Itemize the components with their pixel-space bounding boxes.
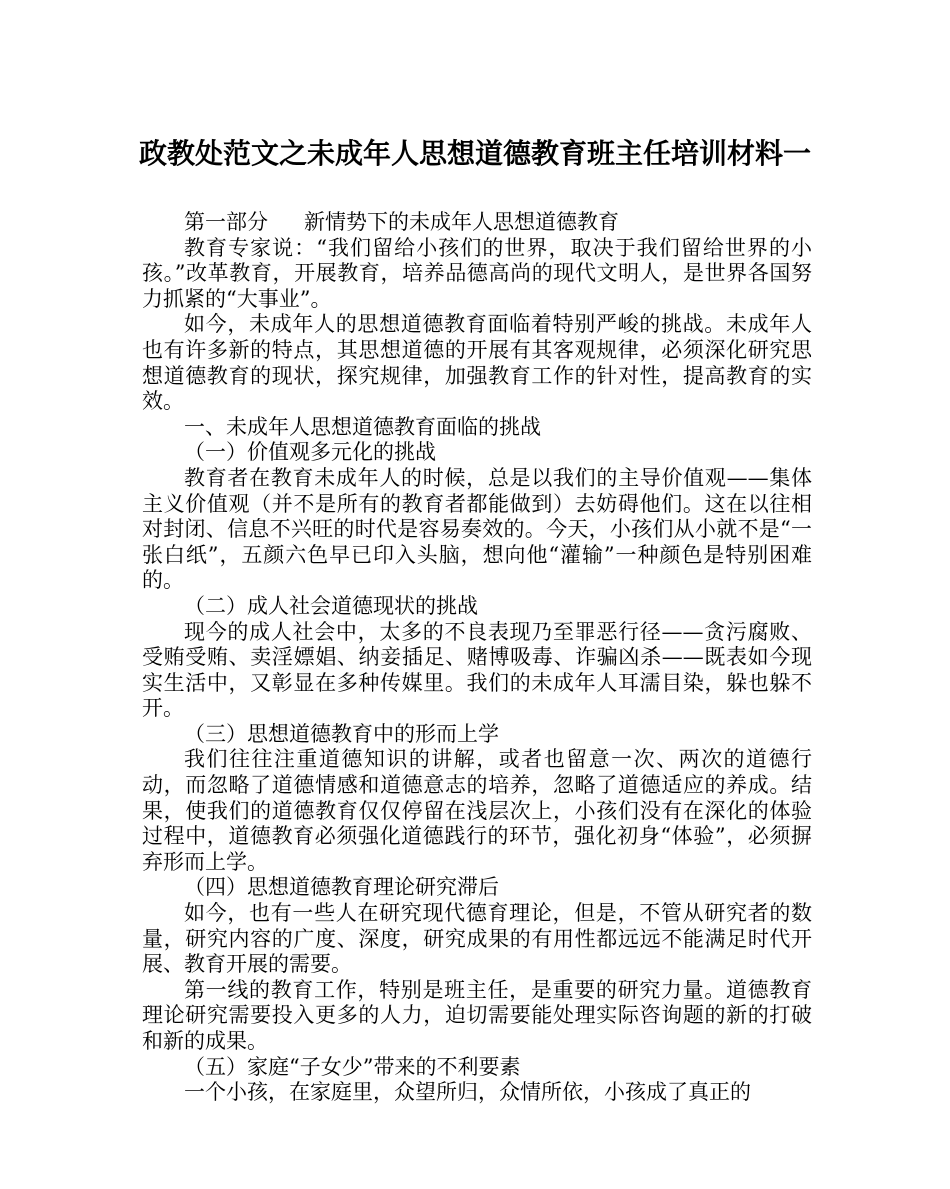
subsection-heading: （五）家庭“子女少”带来的不利要素: [184, 1054, 521, 1079]
paragraph: 如今，未成年人的思想道德教育面临着特别严峻的挑战。未成年人也有许多新的特点，其思想道德的开展有其客观规律，必须深化研究思想道德教育的现状，探究规律，加强教育工作的针对性，提高教育的实效。: [142, 312, 812, 414]
paragraph: 我们往往注重道德知识的讲解，或者也留意一次、两次的道德行动，而忽略了道德情感和道德意志的培养，忽略了道德适应的养成。结果，使我们的道德教育仅仅停留在浅层次上，小孩们没有在深化的体验过程中，道德教育必须强化道德践行的环节，强化初身“体验”，必须摒弃形而上学。: [142, 747, 812, 874]
paragraph: 第一线的教育工作，特别是班主任，是重要的研究力量。道德教育理论研究需要投入更多的人力，迫切需要能处理实际咨询题的新的打破和新的成果。: [142, 977, 812, 1053]
paragraph: 教育专家说：“我们留给小孩们的世界，取决于我们留给世界的小孩。”改革教育，开展教育，培养品德高尚的现代文明人，是世界各国努力抓紧的“大事业”。: [142, 235, 812, 311]
subsection-heading: （四）思想道德教育理论研究滞后: [184, 875, 499, 900]
subsection-heading: （二）成人社会道德现状的挑战: [184, 593, 478, 618]
paragraph: 一个小孩，在家庭里，众望所归，众情所依，小孩成了真正的: [184, 1080, 751, 1105]
section-heading: 一、未成年人思想道德教育面临的挑战: [184, 414, 541, 439]
subsection-heading: （一）价值观多元化的挑战: [184, 440, 436, 465]
paragraph: 现今的成人社会中，太多的不良表现乃至罪恶行径——贪污腐败、受贿受贿、卖淫嫖娼、纳妾插足、赌博吸毒、诈骗凶杀——既表如今现实生活中，又彰显在多种传媒里。我们的未成年人耳濡目染，躲也躲不开。: [142, 619, 812, 721]
part-title: 新情势下的未成年人思想道德教育: [304, 210, 619, 234]
part-heading: [142, 210, 812, 236]
paragraph: 如今，也有一些人在研究现代德育理论，但是，不管从研究者的数量，研究内容的广度、深度，研究成果的有用性都远远不能满足时代开展、教育开展的需要。: [142, 901, 812, 977]
document-body: [142, 210, 812, 1106]
document-title: 政教处范文之未成年人思想道德教育班主任培训材料一: [138, 137, 811, 170]
subsection-heading: （三）思想道德教育中的形而上学: [184, 721, 499, 746]
paragraph: 教育者在教育未成年人的时候，总是以我们的主导价值观——集体主义价值观（并不是所有的教育者都能做到）去妨碍他们。这在以往相对封闭、信息不兴旺的时代是容易奏效的。今天，小孩们从小就不是“一张白纸”，五颜六色早已印入头脑，想向他“灌输”一种颜色是特别困难的。: [142, 465, 812, 593]
part-label: 第一部分: [184, 210, 268, 234]
